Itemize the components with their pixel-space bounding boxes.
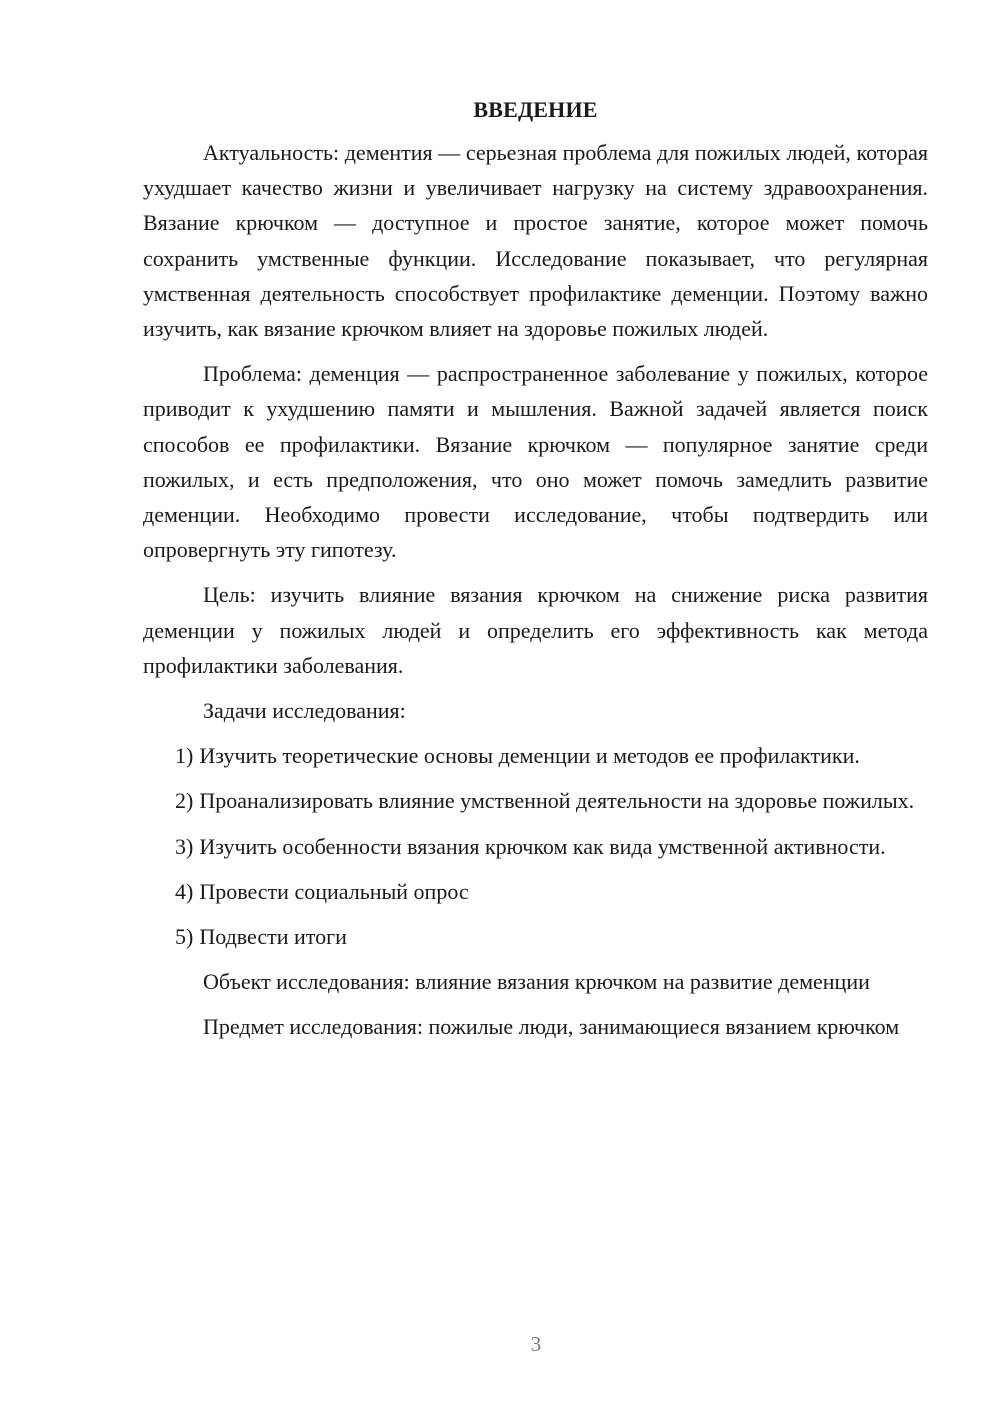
task-number: 3) [175,833,194,859]
page-title: ВВЕДЕНИЕ [473,97,598,122]
task-number: 1) [175,743,194,769]
task-text: Провести социальный опрос [199,878,469,904]
tasks-heading: Задачи исследования: [203,698,406,724]
task-item [143,919,928,954]
task-text: Изучить особенности вязания крючком как вида умственной активности. [199,833,886,859]
task-text: Подвести итоги [199,924,347,950]
paragraph-object: Объект исследования: влияние вязания крючком на развитие деменции [203,969,870,995]
paragraph-problem: Проблема: деменция — распространенное заболевание у пожилых, которое приводит к ухудшению памяти и мышления. Важной задачей является поиск способов ее профилактики. Вязание крючком — популярное занятие среди пожилых, и есть предположения, что оно может помочь замедлить развитие деменции. Необходимо провести исследование, чтобы подтвердить или опровергнуть эту гипотезу. [143,361,928,563]
paragraph-subject: Предмет исследования: пожилые люди, занимающиеся вязанием крючком [203,1014,900,1040]
task-text: Проанализировать влияние умственной деятельности на здоровье пожилых. [199,788,915,814]
paragraph-goal: Цель: изучить влияние вязания крючком на снижение риска развития деменции у пожилых людей и определить его эффективность как метода профилактики заболевания. [143,582,928,678]
task-number: 4) [175,878,194,904]
task-text: Изучить теоретические основы деменции и методов ее профилактики. [199,743,860,769]
task-number: 2) [175,788,194,814]
task-item [143,738,928,773]
task-item [143,874,928,909]
task-item [143,783,928,818]
page-content [143,94,928,1055]
task-number: 5) [175,924,194,950]
page-number: 3 [530,1332,542,1356]
task-item [143,829,928,864]
paragraph-relevance: Актуальность: дементия — серьезная проблема для пожилых людей, которая ухудшает качество жизни и увеличивает нагрузку на систему здравоохранения. Вязание крючком — доступное и простое занятие, которое может помочь сохранить умственные функции. Исследование показывает, что регулярная умственная деятельность способствует профилактике деменции. Поэтому важно изучить, как вязание крючком влияет на здоровье пожилых людей. [143,140,928,342]
